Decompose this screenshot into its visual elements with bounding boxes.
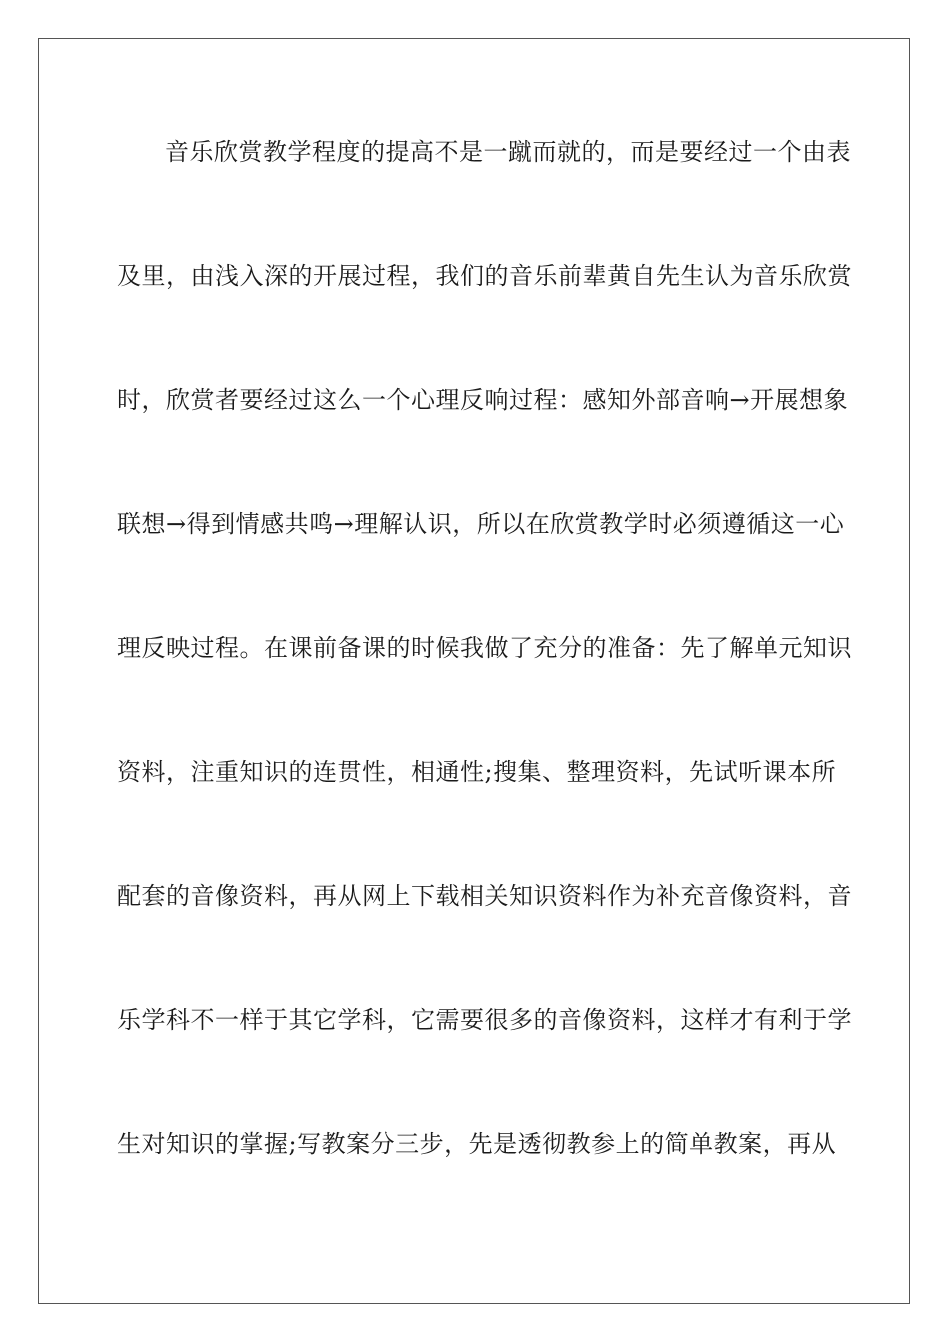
page-border xyxy=(38,38,910,1304)
paragraph-line-3: 时，欣赏者要经过这么一个心理反响过程：感知外部音响→开展想象 xyxy=(117,386,849,414)
paragraph-line-9: 生对知识的掌握;写教案分三步，先是透彻教参上的简单教案，再从 xyxy=(117,1130,837,1158)
paragraph-line-2: 及里，由浅入深的开展过程，我们的音乐前辈黄自先生认为音乐欣赏 xyxy=(117,262,852,290)
paragraph-line-8: 乐学科不一样于其它学科，它需要很多的音像资料，这样才有利于学 xyxy=(117,1006,852,1034)
paragraph-line-5: 理反映过程。在课前备课的时候我做了充分的准备：先了解单元知识 xyxy=(117,634,852,662)
paragraph-line-6: 资料，注重知识的连贯性，相通性;搜集、整理资料，先试听课本所 xyxy=(117,758,837,786)
paragraph-line-1: 音乐欣赏教学程度的提高不是一蹴而就的，而是要经过一个由表 xyxy=(165,138,851,166)
paragraph-line-7: 配套的音像资料，再从网上下载相关知识资料作为补充音像资料，音 xyxy=(117,882,852,910)
paragraph-line-4: 联想→得到情感共鸣→理解认识，所以在欣赏教学时必须遵循这一心 xyxy=(117,510,845,538)
